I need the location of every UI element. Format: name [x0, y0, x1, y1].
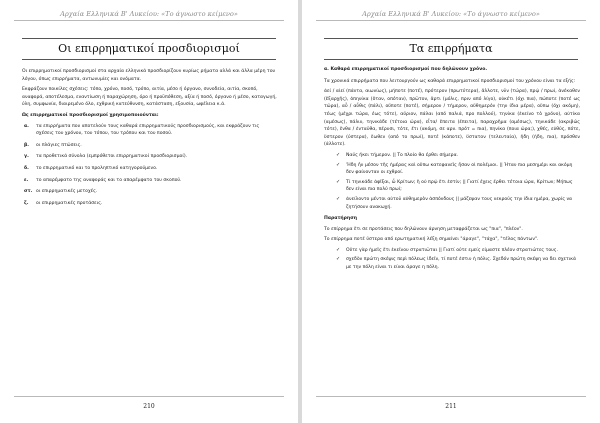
list-text: οι επιρρηματικές προτάσεις. — [36, 200, 103, 206]
list-marker: ε. — [24, 177, 29, 183]
right-paragraph-2: ἀεί / αἰεί (πάντα, αιωνίως), μήποτε (ποτέ), πρότερον (πρωτύτερα), ἄλλοτε, νῦν (τώρα), πρῴ / πρωί, ἀνέκαθεν (ἔξαρχῆς), ὀπηνίκα (ὅταν, οπόταν), πρῶτον, ἄρτι (μόλις, πριν από λίγο), οὐκέτι (όχι πια), πώποτε (ποτέ ως τώρα), αὖ / αὖθις (πάλι), οὔποτε (ποτέ), σήμερον / τήμερον, αὔθημερόν (την ίδια μέρα), οὔπω (όχι ακόμη), τέως (μέχρι τώρα, έως τότε), αὔριον, πάλαι (από παλιά, προ πολλού), τηνίκα (ἐκείνο τὸ χρόνο), αὐτίκα (αμέσως), πάλιν, τηνικάδε (τέτοια ώρα), εἶτα/ ἔπειτα (έπειτα), παραχρῆμα (αμέσως), τηνικάδε (ακριβώς τότε), ἔνθα / ἐνταῦθα, πέρυσι, τότε, ἔτι (ακόμη, σε αρν. πρότ = πια), πηνίκα (ποια ώρα;), χθές, εὐθύς, πότε, ὕστερον (ύστερα), ἔωθεν (από το πρωί), ποτέ (κάποτε), ὕστατον (τελευταία), ἤδη (ήδη, πια), πρόσθεν (άλλοτε). — [324, 89, 580, 148]
checkmark-icon: ✓ — [336, 161, 341, 168]
list-text: οι πλάγιες πτώσεις. — [36, 142, 82, 148]
examples-list-2 — [336, 247, 580, 272]
left-paragraph-2: Εκφράζουν ποικίλες σχέσεις: τόπο, χρόνο, ποσό, τρόπο, αιτία, μέσο ή όργανο, συνοδεία, αιτία, σκοπό, αναφορά, αποτέλεσμα, εναντίωση ή παραχώρηση, όρο ή προϋπόθεση, αξία ή ποσό, όργανο ή μέσο, καταγωγή, ύλη, συμφωνία, διαιρεμένο όλο, εχθρική κατεύθυνση, κατάσταση, εξουσία, ωφέλεια κ.ά. — [22, 87, 277, 108]
section-heading: α. Καθαρά επιρρηματικοί προσδιορισμοί που δηλώνουν χρόνο. — [324, 67, 488, 72]
example-item — [336, 196, 580, 211]
right-footer-rule — [316, 396, 586, 397]
note-paragraph-2: Το επίρρημα ποτέ ύστερα από ερωτηματική λέξη σημαίνει "άραγε", "τάχα", "τέλος πάντων". — [324, 237, 539, 243]
list-item — [24, 142, 278, 150]
example-item — [336, 152, 580, 160]
example-text: ἀνείλοντο μέντοι αὐτοῦ αὐθημερὸν ἀσπόνδους || μάζεψαν τους νεκρούς την ίδια ημέρα, χωρίς να ζητήσουν ανακωχή. — [346, 196, 573, 210]
list-marker: γ. — [24, 154, 29, 160]
list-marker: ζ. — [24, 200, 29, 206]
checkmark-icon: ✓ — [336, 195, 341, 202]
left-footer-rule — [14, 396, 284, 397]
example-item — [336, 179, 580, 194]
left-page — [0, 0, 298, 423]
example-item — [336, 247, 580, 255]
example-text: Οὔτε γὰρ ἡμεῖς ἔτι ἐκεῖνου στρατιῶται || Γιατί ούτε εμείς είμαστε πλέον στρατιώτες τους. — [346, 247, 558, 253]
left-page-content — [22, 68, 278, 211]
right-paragraph-1: Τα χρονικά επιρρήματα που λειτουργούν ως καθαρά επιρρηματικοί προσδιορισμοί του χρόνου είναι τα εξής: — [324, 78, 576, 84]
example-item — [336, 256, 580, 271]
list-item — [24, 153, 278, 161]
right-page-number: 211 — [445, 403, 457, 410]
list-marker: β. — [24, 142, 30, 148]
list-marker: στ. — [24, 189, 33, 195]
list-marker: α. — [24, 123, 29, 129]
list-text: το επιρρηματικό και το προληπτικό κατηγορούμενο. — [36, 165, 158, 171]
right-page-content — [324, 66, 580, 276]
list-marker: δ. — [24, 165, 29, 171]
example-text: Ἤδη ἦν μέσον τῆς ἡμέρας καὶ οὔπω κατεφανεῖς ἦσαν οἱ πολέμιοι. || Ήταν πια μεσημέρι και ακόμη δεν φαίνονταν οι εχθροί. — [346, 162, 573, 176]
list-text: οι επιρρηματικές μετοχές. — [36, 189, 98, 195]
left-page-number: 210 — [143, 403, 155, 410]
list-item — [24, 188, 278, 196]
note-title: Παρατήρηση — [324, 216, 358, 222]
list-text: το απαρέμφατο της αναφοράς και το απαρέμφατο του σκοπού. — [36, 177, 182, 183]
list-item — [24, 165, 278, 173]
list-item — [24, 177, 278, 185]
examples-list — [336, 152, 580, 211]
adverbial-uses-list — [22, 123, 278, 208]
list-item — [24, 200, 278, 208]
right-page-title: Τα επιρρήματα — [324, 38, 578, 60]
right-running-head: Αρχαία Ελληνικά Β' Λυκείου: «Το άγνωστο κείμενο» — [362, 10, 540, 18]
checkmark-icon: ✓ — [336, 178, 341, 185]
checkmark-icon: ✓ — [336, 151, 341, 158]
example-text: Τί τηνικάδε ἀφῖξαι, ὦ Κρίτων; ἢ οὐ πρῴ ἔτι ἐστίν; || Γιατί έχεις έρθει τέτοια ώρα, Κρίτων; Μήπως δεν είναι πια πολύ πρωί; — [346, 179, 573, 193]
left-page-title: Οι επιρρηματικοί προσδιορισμοί — [22, 38, 276, 60]
left-paragraph-1: Οι επιρρηματικοί προσδιορισμοί στα αρχαία ελληνικά προσδιορίζουν κυρίως ρήματα αλλά και άλλα μέρη του λόγου, όπως επιρρήματα, αντωνυμίες και ονόματα. — [22, 69, 276, 82]
example-item — [336, 162, 580, 177]
checkmark-icon: ✓ — [336, 256, 341, 263]
list-text: τα επιρρήματα που αποτελούν τους καθαρά επιρρηματικούς προσδιορισμούς, και εκφράζουν τις σχέσεις του χρόνου, του τόπου, του τρόπου και του ποσού. — [36, 123, 260, 137]
note-paragraph-1: Το επίρρημα ἔτι σε προτάσεις που δηλώνουν άρνηση μεταφράζεται ως "πια", "πλέον". — [324, 226, 523, 232]
left-running-head: Αρχαία Ελληνικά Β' Λυκείου: «Το άγνωστο κείμενο» — [60, 10, 238, 18]
list-intro: Ως επιρρηματικοί προσδιορισμοί χρησιμοποιούνται: — [22, 112, 159, 118]
checkmark-icon: ✓ — [336, 246, 341, 253]
example-text: Ναύς ἥκει τήμερον. || Το πλοίο θα έρθει σήμερα. — [346, 152, 459, 158]
right-header-rule — [316, 20, 586, 21]
list-item — [24, 123, 278, 138]
right-page — [302, 0, 600, 423]
left-header-rule — [14, 20, 284, 21]
list-text: τα προθετικά σύνολα (εμπρόθετοι επιρρηματικοί προσδιορισμοί). — [36, 154, 188, 160]
example-text: σχεδὸν πρώτη σκέψις περὶ πόλεως ἰδεῖν, τί ποτέ ἐστιν ἡ πόλις. Σχεδόν πρώτη σκέψη να δει σχετικά με την πόλη είναι τι είναι άραγε η πόλη. — [346, 257, 577, 271]
